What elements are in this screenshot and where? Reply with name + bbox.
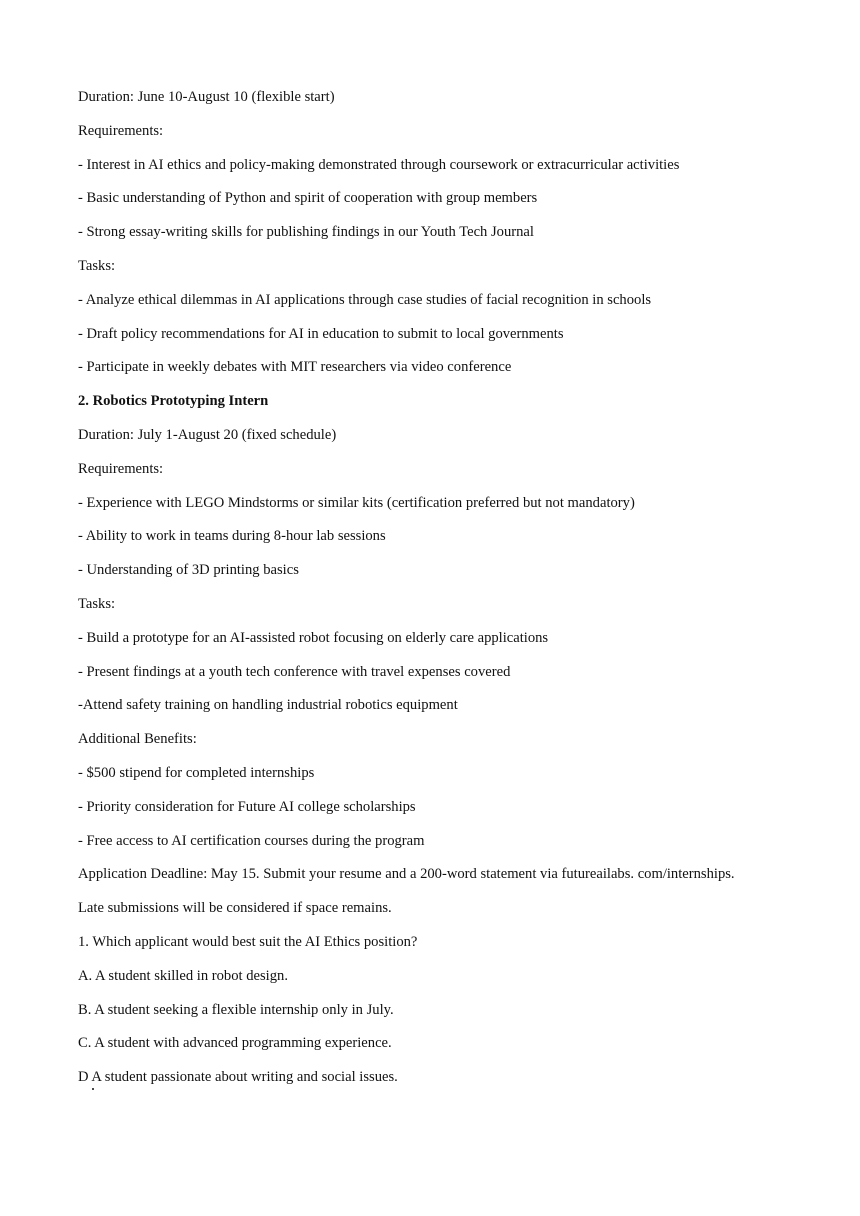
robotics-intern-heading: 2. Robotics Prototyping Intern [78,393,269,410]
document-body [78,86,818,1100]
option-c: C. A student with advanced programming experience. [78,1035,392,1052]
option-d-text: D A student passionate about writing and social issues. [78,1069,398,1086]
task-present-findings: - Present findings at a youth tech conference with travel expenses covered [78,663,511,680]
requirement-ai-ethics-interest: - Interest in AI ethics and policy-making demonstrated through coursework or extracurricular activities [78,156,680,173]
additional-benefits-label: Additional Benefits: [78,731,197,748]
task-draft-policy: - Draft policy recommendations for AI in education to submit to local governments [78,325,564,342]
application-deadline: Application Deadline: May 15. Submit your resume and a 200-word statement via futureailabs. com/internships. [78,866,735,883]
task-analyze-dilemmas: - Analyze ethical dilemmas in AI applications through case studies of facial recognition in schools [78,291,652,308]
task-build-prototype: - Build a prototype for an AI-assisted robot focusing on elderly care applications [78,629,549,646]
robotics-tasks-label: Tasks: [78,595,116,612]
ai-ethics-requirements-label: Requirements: [78,122,164,139]
ai-ethics-tasks-label: Tasks: [78,257,116,274]
option-b: B. A student seeking a flexible internship only in July. [78,1001,394,1018]
benefit-stipend: - $500 stipend for completed internships [78,764,315,781]
requirement-lego-experience: - Experience with LEGO Mindstorms or similar kits (certification preferred but not mandatory) [78,494,635,511]
ai-ethics-duration: Duration: June 10-August 10 (flexible start) [78,89,335,105]
question-1: 1. Which applicant would best suit the AI Ethics position? [78,933,418,950]
option-d [78,1066,818,1100]
robotics-duration: Duration: July 1-August 20 (fixed schedule) [78,426,337,443]
requirement-3d-printing: - Understanding of 3D printing basics [78,562,299,579]
benefit-scholarships: - Priority consideration for Future AI college scholarships [78,798,416,815]
option-a: A. A student skilled in robot design. [78,967,288,984]
requirement-python-cooperation: - Basic understanding of Python and spirit of cooperation with group members [78,190,538,207]
requirement-essay-writing: - Strong essay-writing skills for publishing findings in our Youth Tech Journal [78,224,534,241]
benefit-certification-courses: - Free access to AI certification courses during the program [78,832,425,849]
task-safety-training: -Attend safety training on handling industrial robotics equipment [78,697,458,714]
task-weekly-debates: - Participate in weekly debates with MIT researchers via video conference [78,359,512,376]
stray-dot-mark [92,1088,94,1090]
late-submissions-note: Late submissions will be considered if space remains. [78,900,392,917]
robotics-requirements-label: Requirements: [78,460,164,477]
requirement-teamwork: - Ability to work in teams during 8-hour lab sessions [78,528,386,545]
